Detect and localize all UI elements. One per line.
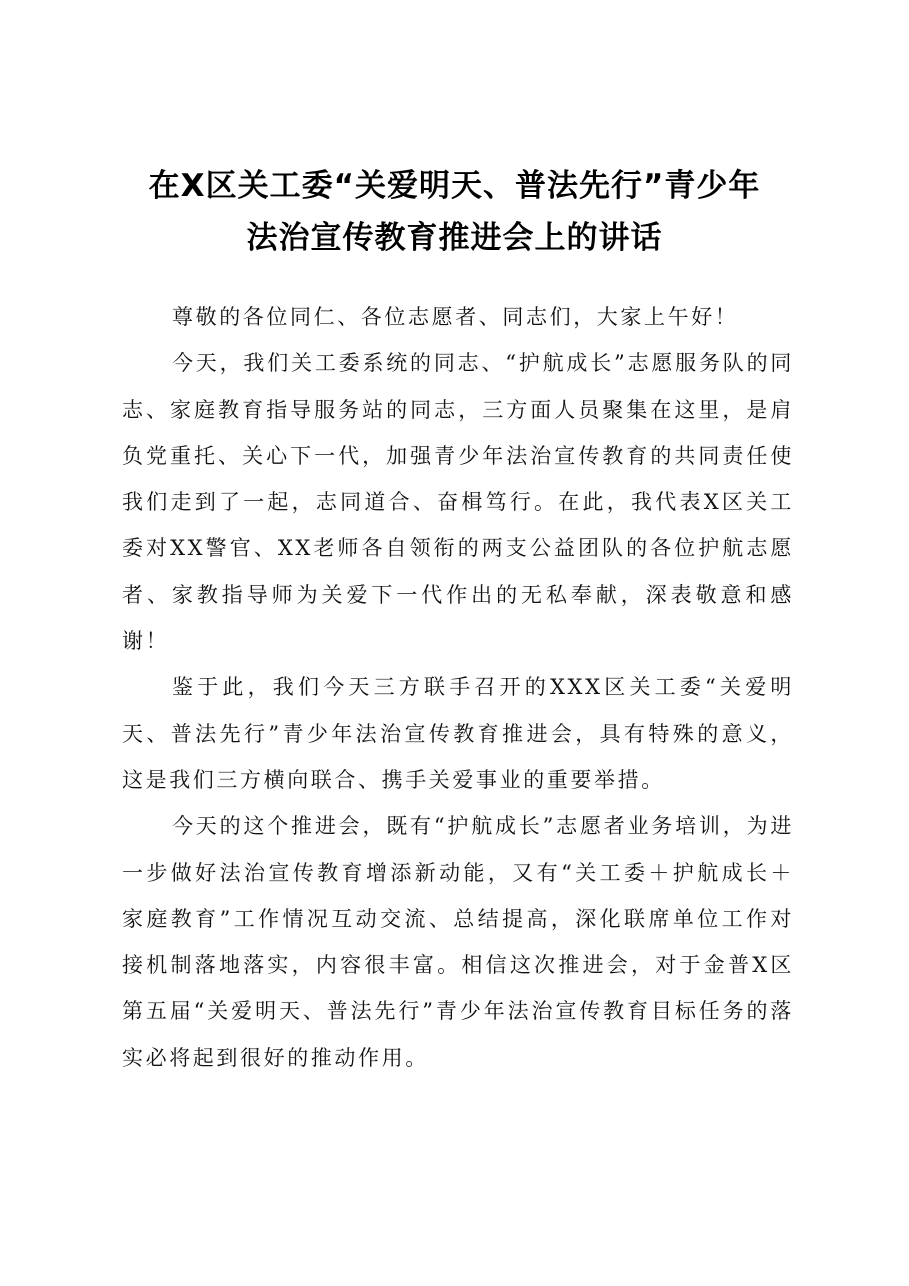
document-title <box>110 160 799 264</box>
title-line-2: 法治宣传教育推进会上的讲话 <box>246 220 663 256</box>
paragraph-gratitude: 今天，我们关工委系统的同志、“护航成长”志愿服务队的同志、家庭教育指导服务站的同志，三方面人员聚集在这里，是肩负党重托、关心下一代，加强青少年法治宣传教育的共同责任使我们走到了一起，志同道合、奋楫笃行。在此，我代表X区关工委对XX警官、XX老师各自领衔的两支公益团队的各位护航志愿者、家教指导师为关爱下一代作出的无私奉献，深表敬意和感谢！ <box>122 351 794 654</box>
paragraph-greeting: 尊敬的各位同仁、各位志愿者、同志们，大家上午好！ <box>172 305 739 329</box>
title-line-1: 在X区关工委“关爱明天、普法先行”青少年 <box>148 168 761 204</box>
paragraph-content: 今天的这个推进会，既有“护航成长”志愿者业务培训，为进一步做好法治宣传教育增添新动能，又有“关工委＋护航成长＋家庭教育”工作情况互动交流、总结提高，深化联席单位工作对接机制落地落实，内容很丰富。相信这次推进会，对于金普X区第五届“关爱明天、普法先行”青少年法治宣传教育目标任务的落实必将起到很好的推动作用。 <box>122 814 794 1070</box>
paragraph-significance: 鉴于此，我们今天三方联手召开的XXX区关工委“关爱明天、普法先行”青少年法治宣传教育推进会，具有特殊的意义，这是我们三方横向联合、携手关爱事业的重要举措。 <box>122 675 794 792</box>
document-body <box>122 294 794 1081</box>
